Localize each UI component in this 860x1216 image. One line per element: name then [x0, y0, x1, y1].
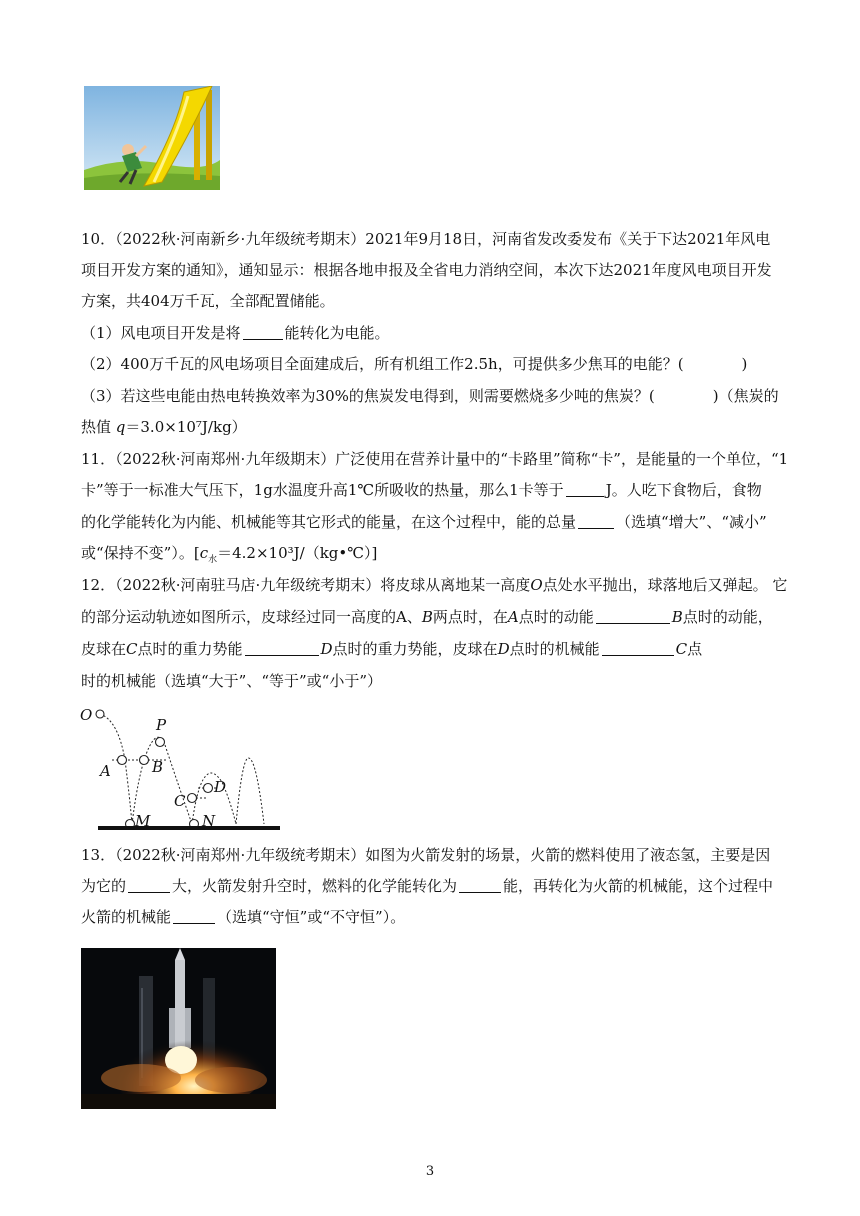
q12-line3: 皮球在C点时的重力势能 D点时的重力势能，皮球在D点时的机械能 C点: [81, 640, 703, 658]
q10-line3: 方案，共404万千瓦，全部配置储能。: [81, 292, 335, 310]
label-D: D: [214, 778, 227, 796]
q11-line4: 或“保持不变”）。$[c_水=4.2\times 10^3J/(kg•℃)]$: [81, 544, 378, 565]
ball-B: [140, 756, 149, 765]
ball-trajectory-diagram: [80, 700, 285, 832]
ball-D: [204, 784, 213, 793]
q10-line1: 10．（2022秋·河南新乡·九年级统考期末）2021年9月18日，河南省发改委发布《关于下达2021年风电: [81, 230, 771, 248]
label-P: P: [156, 716, 167, 734]
q13-line3: 火箭的机械能 （选填“守恒”或“不守恒”）。: [81, 908, 406, 926]
answer-blank[interactable]: [173, 909, 215, 924]
q12-line4: 时的机械能（选填“大于”、“等于”或“小于”）: [81, 672, 383, 690]
ball-O: [96, 710, 104, 718]
answer-blank[interactable]: [602, 641, 674, 656]
q10-sub3: （3）若这些电能由热电转换效率为30%的焦炭发电得到，则需要燃烧多少吨的焦炭？( )（焦炭的: [81, 387, 779, 405]
q12-line2: 的部分运动轨迹如图所示，皮球经过同一高度的A、B两点时，在A点时的动能 B点时的动能，: [81, 608, 773, 626]
q10-sub2: （2）400万千瓦的风电场项目全面建成后，所有机组工作2.5h，可提供多少焦耳的电能？( ): [81, 355, 748, 373]
answer-blank[interactable]: [128, 878, 170, 893]
page-number: 3: [425, 1164, 435, 1179]
ball-P: [156, 738, 165, 747]
q10-line2: 项目开发方案的通知》，通知显示：根据各地申报及全省电力消纳空间，本次下达2021年度风电项目开发: [81, 261, 772, 279]
q13-line1: 13．（2022秋·河南郑州·九年级统考期末）如图为火箭发射的场景，火箭的燃料使用了液态氢，主要是因: [81, 846, 771, 864]
label-O: O: [80, 706, 93, 724]
slide-illustration: [84, 86, 220, 190]
answer-blank[interactable]: [243, 325, 283, 340]
q11-line3: 的化学能转化为内能、机械能等其它形式的能量，在这个过程中，能的总量 （选填“增大”、“减小”: [81, 513, 767, 531]
ground: [98, 826, 280, 830]
q12-line1: 12．（2022秋·河南驻马店·九年级统考期末）将皮球从离地某一高度O点处水平抛出，球落地后又弹起。 它: [81, 576, 788, 594]
q13-line2: 为它的 大，火箭发射升空时，燃料的化学能转化为 能，再转化为火箭的机械能，这个过程中: [81, 877, 774, 895]
q11-line1: 11．（2022秋·河南郑州·九年级期末）广泛使用在营养计量中的“卡路里”简称“卡”，是能量的一个单位，“1: [81, 450, 789, 468]
label-B: B: [152, 758, 164, 776]
answer-blank[interactable]: [566, 482, 604, 497]
q11-line2: 卡”等于一标准大气压下，1g水温度升高1℃所吸收的热量，那么1卡等于 J。人吃下食物后，食物: [81, 481, 762, 499]
answer-blank[interactable]: [459, 878, 501, 893]
label-N: N: [202, 812, 216, 830]
ball-C: [188, 794, 197, 803]
label-A: A: [100, 762, 111, 780]
ball-A: [118, 756, 127, 765]
label-M: M: [135, 812, 151, 830]
q10-sub1: （1）风电项目开发是将 能转化为电能。: [81, 324, 390, 342]
answer-blank[interactable]: [596, 609, 670, 624]
q10-sub3-line2: 热值 q＝3.0×10⁷J/kg）: [81, 418, 247, 436]
rocket-launch-photo: [81, 948, 276, 1109]
answer-blank[interactable]: [245, 641, 319, 656]
answer-blank[interactable]: [578, 514, 614, 529]
label-C: C: [174, 792, 186, 810]
